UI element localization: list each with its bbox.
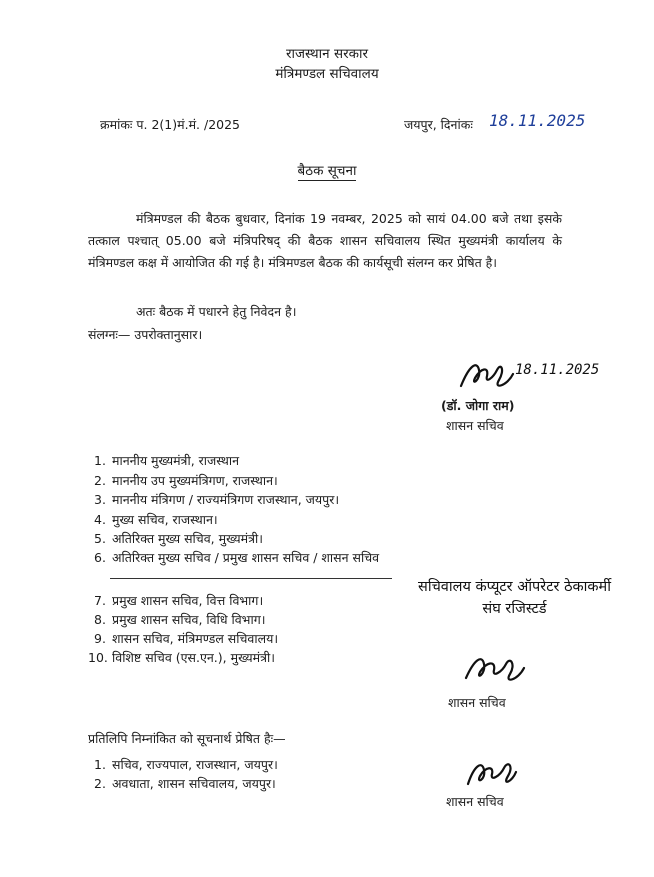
list-item: 7. प्रमुख शासन सचिव, वित्त विभाग।: [94, 593, 264, 608]
copy-to-heading: प्रतिलिपि निम्नांकित को सूचनार्थ प्रेषित हैः—: [88, 731, 286, 746]
request-line: अतः बैठक में पधारने हेतु निवेदन है।: [136, 304, 297, 319]
section-divider: [110, 578, 392, 579]
subject-title: बैठक सूचना: [297, 163, 357, 179]
signature-1: [457, 356, 517, 392]
department-name: मंत्रिमण्डल सचिवालय: [275, 66, 379, 82]
list-item: 2. माननीय उप मुख्यमंत्रिगण, राजस्थान।: [94, 473, 278, 488]
list-item: 8. प्रमुख शासन सचिव, विधि विभाग।: [94, 612, 266, 627]
list-item: 10. विशिष्ट सचिव (एस.एन.), मुख्यमंत्री।: [88, 650, 275, 665]
list-item: 1. माननीय मुख्यमंत्री, राजस्थान: [94, 453, 240, 468]
subject-block: [0, 160, 654, 179]
handwritten-date: 18.11.2025: [489, 111, 586, 130]
signature-2: [460, 648, 530, 688]
list-item: 3. माननीय मंत्रिगण / राज्यमंत्रिगण राजस्थान, जयपुर।: [94, 492, 340, 507]
list-item: 4. मुख्य सचिव, राजस्थान।: [94, 512, 218, 527]
list-item: 1. सचिव, राज्यपाल, राजस्थान, जयपुर।: [94, 757, 278, 772]
signatory-designation: शासन सचिव: [446, 418, 504, 433]
overlay-text-line-2: संघ रजिस्टर्ड: [482, 601, 547, 617]
list-item: 9. शासन सचिव, मंत्रिमण्डल सचिवालय।: [94, 631, 279, 646]
list-item: 5. अतिरिक्त मुख्य सचिव, मुख्यमंत्री।: [94, 531, 263, 546]
govt-name: राजस्थान सरकार: [286, 46, 368, 62]
list-item: 2. अवधाता, शासन सचिवालय, जयपुर।: [94, 776, 276, 791]
signature-1-date: 18.11.2025: [515, 362, 600, 378]
list-item: 6. अतिरिक्त मुख्य सचिव / प्रमुख शासन सचिव / शासन सचिव: [94, 550, 380, 565]
place-date-label: जयपुर, दिनांकः: [404, 117, 473, 132]
signature-3: [462, 752, 522, 792]
enclosure-line: संलग्नः— उपरोक्तानुसार।: [88, 327, 203, 342]
overlay-text-line-1: सचिवालय कंप्यूटर ऑपरेटर ठेकाकर्मी: [418, 579, 611, 595]
signature-2-designation: शासन सचिव: [448, 695, 506, 710]
reference-number: क्रमांकः प. 2(1)मं.मं. /2025: [100, 117, 241, 132]
signature-3-designation: शासन सचिव: [446, 794, 504, 809]
signatory-name: (डॉ. जोगा राम): [441, 398, 515, 413]
body-paragraph: मंत्रिमण्डल की बैठक बुधवार, दिनांक 19 नवम्बर, 2025 को सायं 04.00 बजे तथा इसके तत्काल पश्चात् 05.00 बजे मंत्रिपरिषद् की बैठक शासन सचिवालय स्थित मुख्यमंत्री कार्यालय के मंत्रिमण्डल कक्ष में आयोजित की गई है। मंत्रिमण्डल बैठक की कार्यसूची संलग्न कर प्रेषित है।: [88, 211, 562, 270]
